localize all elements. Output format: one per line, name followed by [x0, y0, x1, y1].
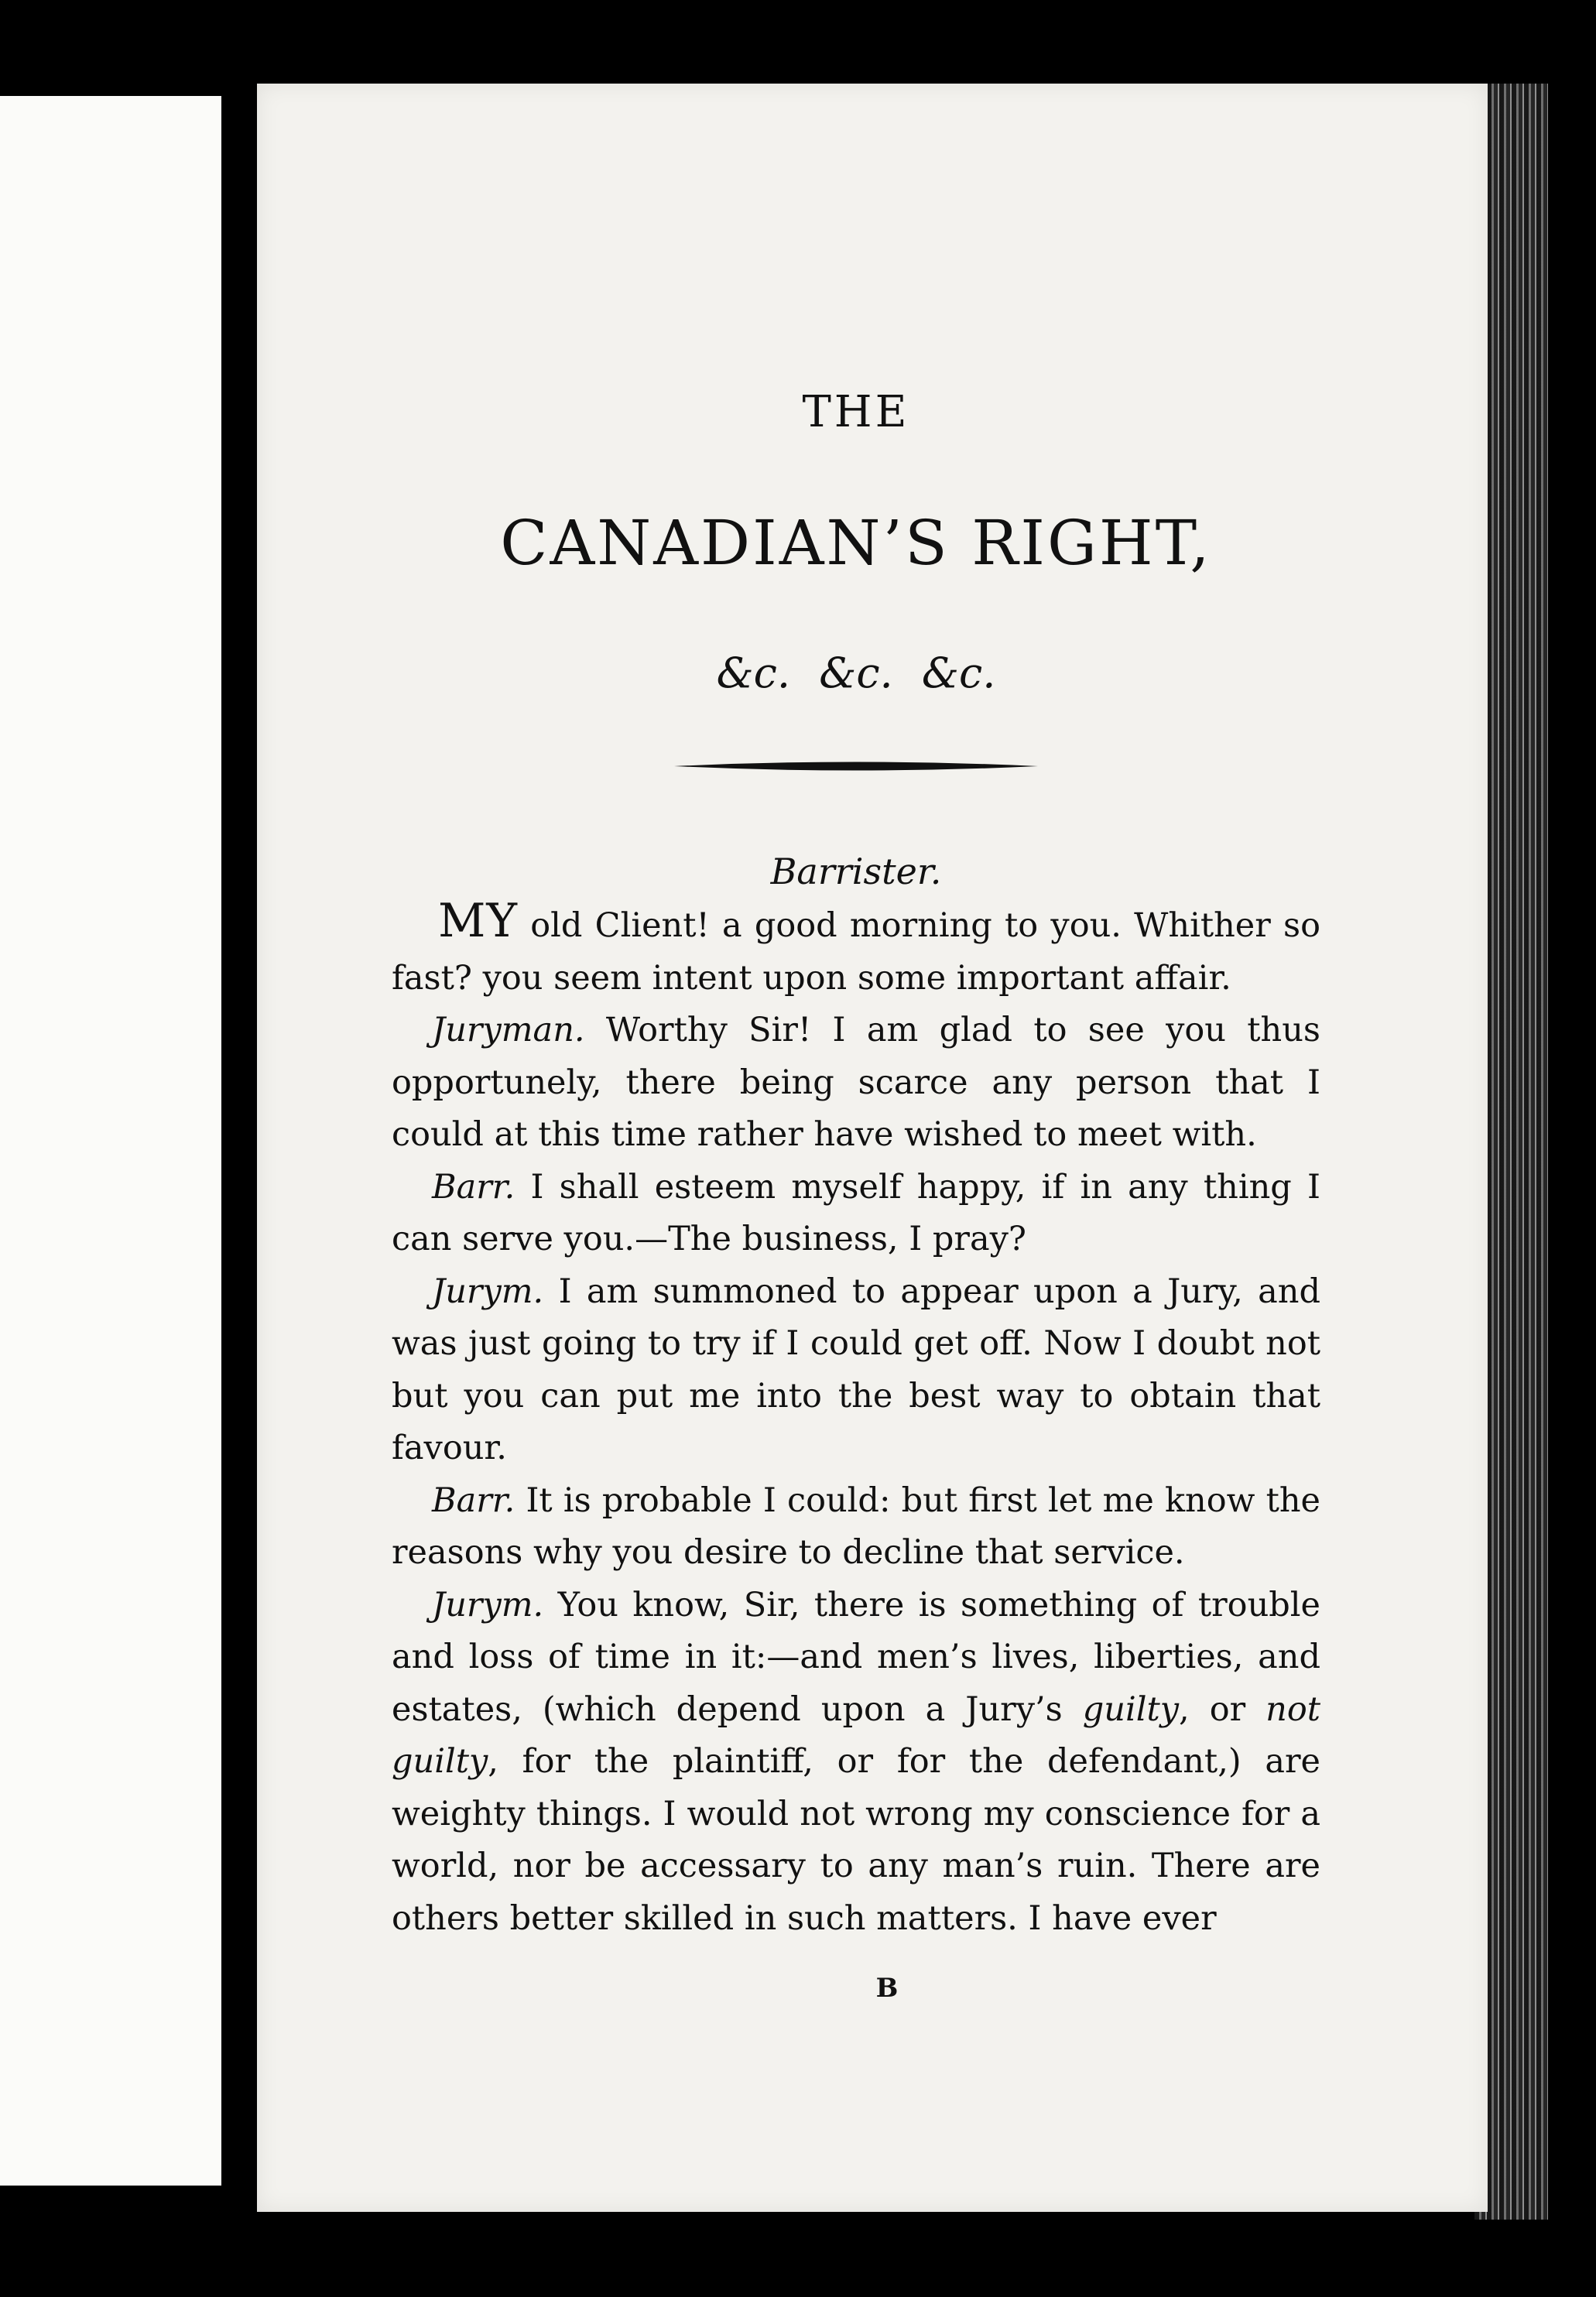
paragraph-text: , for the plaintiff, or for the defendant,) are weighty things. I would not wrong my conscience for a world, nor be accessary to any man’s ruin. There are others better skilled in such matters. I have ever — [392, 1742, 1320, 1938]
page-content — [392, 387, 1320, 2004]
title-article: THE — [802, 387, 910, 437]
drop-cap: MY — [438, 894, 519, 948]
paragraph-6 — [392, 1580, 1320, 1946]
italic-term: not guilty — [392, 1689, 1321, 1781]
paragraph-2 — [392, 1005, 1320, 1162]
speaker-name: Jurym. — [432, 1272, 544, 1311]
speaker-name: Barr. — [432, 1481, 515, 1520]
paragraph-4 — [392, 1266, 1320, 1475]
speaker-heading: Barrister. — [770, 851, 942, 892]
ornamental-rule — [674, 759, 1038, 773]
paragraph-text: Worthy Sir! I am glad to see you thus opportunely, there being scarce any person that I could at this time rather have wished to meet with. — [392, 1011, 1320, 1154]
signature-mark: B — [875, 1973, 899, 2004]
facing-blank-page — [0, 96, 221, 2186]
speaker-name: Barr. — [432, 1167, 515, 1207]
italic-term: guilty — [1082, 1689, 1180, 1729]
speaker-name: Jurym. — [432, 1585, 544, 1624]
paragraph-text: I shall esteem myself happy, if in any thing I can serve you.—The business, I pray? — [392, 1167, 1320, 1258]
page-title: CANADIAN’S RIGHT, — [500, 507, 1212, 579]
et-cetera-line: &c. &c. &c. — [716, 649, 996, 697]
paragraph-text: It is probable I could: but first let me know the reasons why you desire to decline that service. — [392, 1481, 1320, 1572]
paragraph-5 — [392, 1475, 1320, 1580]
dialogue-text — [392, 895, 1320, 1945]
paragraph-1 — [392, 895, 1320, 1005]
speaker-name: Juryman. — [432, 1011, 585, 1049]
paragraph-text: You know, Sir, there is something of trouble and loss of time in it:—and men’s lives, liberties, and estates, (which depend upon a Jury’s — [392, 1585, 1320, 1729]
paragraph-text: old Client! a good morning to you. Whither so fast? you seem intent upon some important affair. — [392, 906, 1320, 998]
paragraph-text: , or — [1179, 1689, 1266, 1729]
paragraph-text: I am summoned to appear upon a Jury, and was just going to try if I could get off. Now I doubt not but you can put me into the best way to obtain that favour. — [392, 1272, 1320, 1467]
paragraph-3 — [392, 1162, 1320, 1266]
